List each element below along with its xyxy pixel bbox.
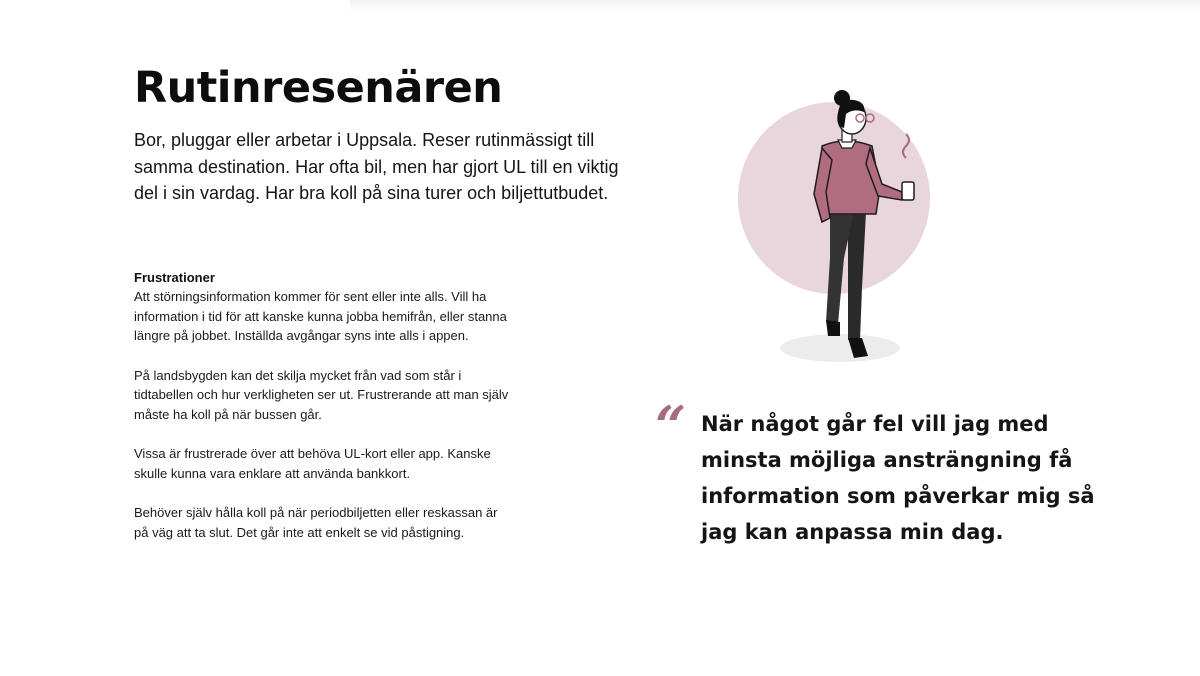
top-edge-fade — [350, 0, 1200, 14]
hair-bun — [834, 90, 850, 106]
persona-quote: När något går fel vill jag med minsta möjliga ansträngning få information som påverkar mig så jag kan anpassa min dag. — [701, 412, 1095, 544]
front-shoe — [826, 320, 840, 336]
frustrations-section — [134, 268, 514, 562]
persona-title: Rutinresenären — [134, 63, 503, 113]
frustration-paragraph-4: Behöver själv hålla koll på när periodbiljetten eller reskassan är på väg att ta slut. Det går inte att enkelt se vid påstigning. — [134, 505, 498, 540]
persona-intro: Bor, pluggar eller arbetar i Uppsala. Reser rutinmässigt till samma destination. Har ofta bil, men har gjort UL till en viktig del i sin vardag. Har bra koll på sina turer och biljettutbudet. — [134, 130, 619, 203]
frustration-paragraph-3: Vissa är frustrerade över att behöva UL-kort eller app. Kanske skulle kunna vara enklare att använda bankkort. — [134, 446, 491, 481]
quote-mark-icon: “ — [655, 394, 687, 458]
walking-person-with-coffee-illustration — [730, 88, 940, 378]
coffee-cup-icon — [902, 182, 914, 200]
frustration-paragraph-1: Att störningsinformation kommer för sent eller inte alls. Vill ha information i tid för att kanske kunna jobba hemifrån, eller stanna längre på jobbet. Inställda avgångar syns inte alls i appen. — [134, 289, 507, 343]
illustration-ground-shadow — [780, 334, 900, 362]
persona-illustration-svg — [730, 88, 940, 378]
frustrations-heading: Frustrationer — [134, 270, 215, 285]
frustration-paragraph-2: På landsbygden kan det skilja mycket från vad som står i tidtabellen och hur verkligheten ser ut. Frustrerande att man själv måste ha koll på när bussen går. — [134, 367, 509, 422]
